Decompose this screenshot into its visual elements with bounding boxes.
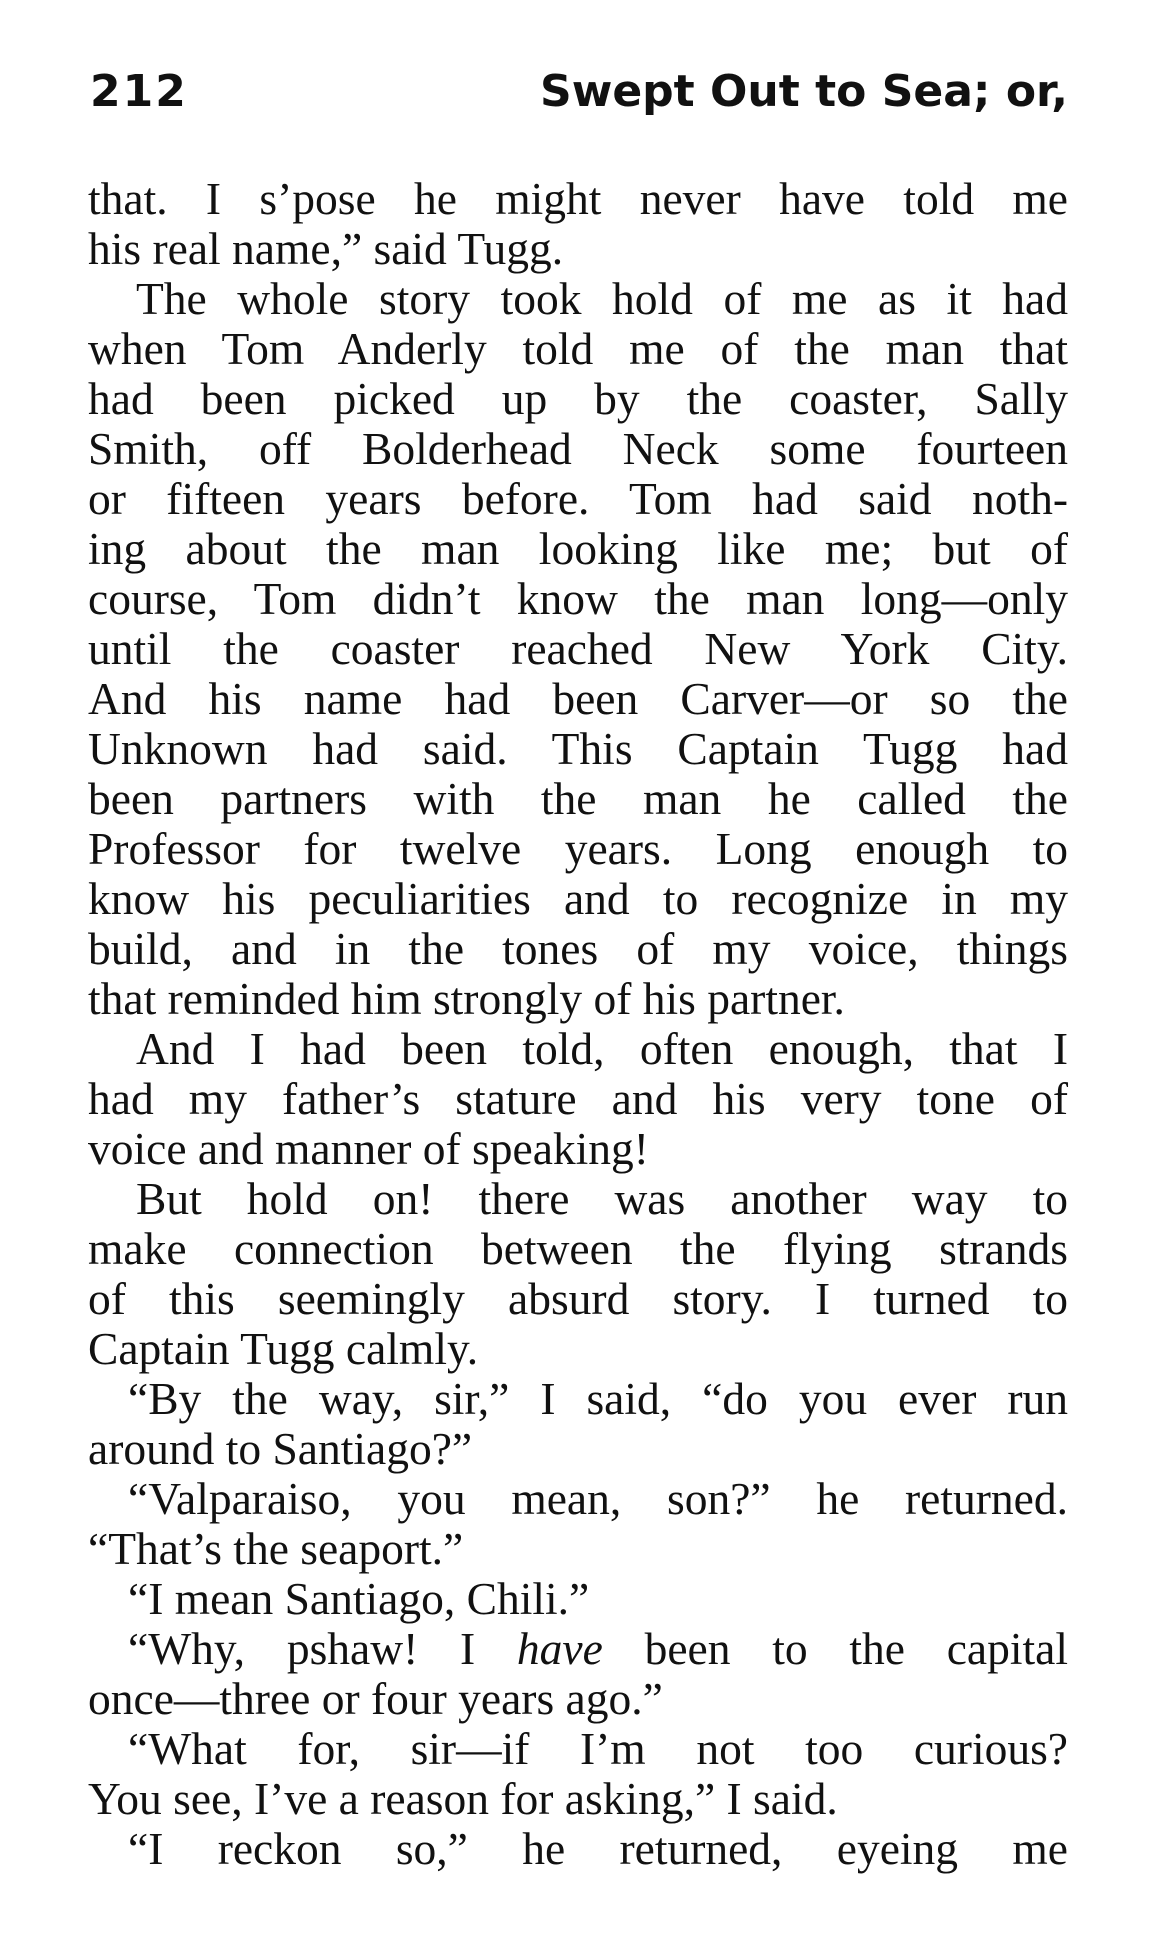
text-line: been partners with the man he called the [88, 773, 1068, 824]
text-line: Captain Tugg calmly. [88, 1323, 479, 1374]
emphasis-word: have [516, 1623, 603, 1674]
text-line: build, and in the tones of my voice, things [88, 923, 1068, 974]
text-line: Professor for twelve years. Long enough to [88, 823, 1068, 874]
text-line: had been picked up by the coaster, Sally [88, 373, 1068, 424]
text-line: that reminded him strongly of his partner. [88, 973, 845, 1024]
text-run: “Why, pshaw! I [128, 1623, 517, 1674]
text-line: You see, I’ve a reason for asking,” I said. [88, 1773, 838, 1824]
text-line: that. I s’pose he might never have told me [88, 173, 1068, 224]
text-line: or fifteen years before. Tom had said noth- [88, 473, 1068, 524]
text-line: Unknown had said. This Captain Tugg had [88, 723, 1068, 774]
text-line: make connection between the flying strands [88, 1223, 1068, 1274]
text-line: voice and manner of speaking! [88, 1123, 649, 1174]
text-line: “I mean Santiago, Chili.” [128, 1573, 590, 1624]
text-line: “Valparaiso, you mean, son?” he returned. [128, 1473, 1068, 1524]
text-line: “I reckon so,” he returned, eyeing me [128, 1823, 1068, 1874]
text-run: been to the capital [602, 1623, 1068, 1674]
text-line: “By the way, sir,” I said, “do you ever run [128, 1373, 1068, 1424]
text-line-italic [88, 1624, 1068, 1674]
text-line: around to Santiago?” [88, 1423, 473, 1474]
text-line: know his peculiarities and to recognize in my [88, 873, 1068, 924]
text-line: And I had been told, often enough, that I [136, 1023, 1068, 1074]
book-page [88, 66, 1068, 1874]
running-title: Swept Out to Sea; or, [540, 66, 1068, 117]
text-line: had my father’s stature and his very tone of [88, 1073, 1068, 1124]
text-line: The whole story took hold of me as it had [136, 273, 1068, 324]
text-line: course, Tom didn’t know the man long—only [88, 573, 1068, 624]
text-line: his real name,” said Tugg. [88, 223, 564, 274]
text-line: of this seemingly absurd story. I turned to [88, 1273, 1068, 1324]
text-line: when Tom Anderly told me of the man that [88, 323, 1068, 374]
text-line: Smith, off Bolderhead Neck some fourteen [88, 423, 1068, 474]
text-line: “What for, sir—if I’m not too curious? [128, 1723, 1068, 1774]
text-line: once—three or four years ago.” [88, 1673, 663, 1724]
page-number: 212 [90, 66, 188, 117]
running-head [90, 66, 1068, 130]
body-text [88, 174, 1068, 1874]
text-line: ing about the man looking like me; but of [88, 523, 1068, 574]
text-line: “That’s the seaport.” [88, 1523, 464, 1574]
text-line: But hold on! there was another way to [136, 1173, 1068, 1224]
text-line: until the coaster reached New York City. [88, 623, 1068, 674]
text-line: And his name had been Carver—or so the [88, 673, 1068, 724]
